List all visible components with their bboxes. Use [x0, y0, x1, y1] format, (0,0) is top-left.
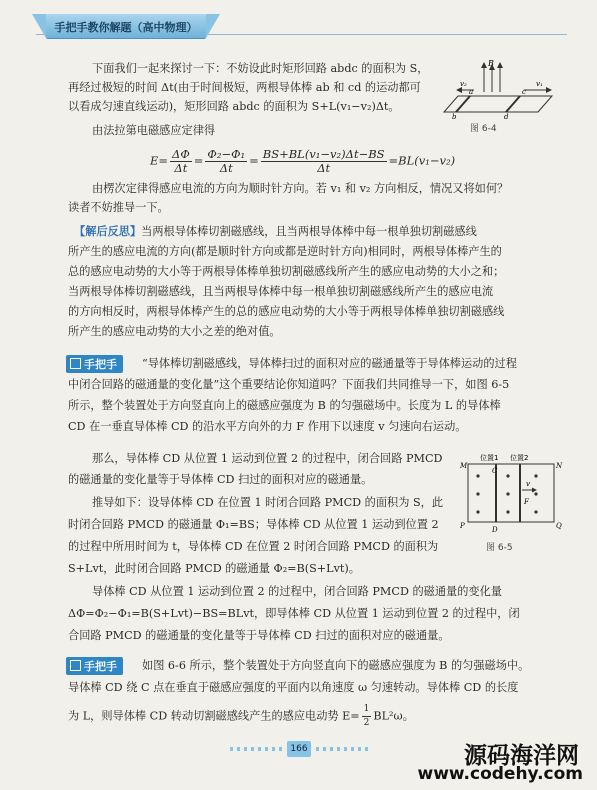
- reflection-line: 所产生的感应电动势的大小之差的绝对值。: [68, 325, 281, 338]
- body-line: ΔΦ=Φ₂−Φ₁=B(S+Lvt)−BS=BLvt，即导体棒 CD 从位置 1 运动到位置 2 的过程中，闭: [68, 607, 520, 620]
- half-fraction: [362, 703, 372, 730]
- fig64-label-v2: v₂: [460, 80, 467, 88]
- hand-line: [68, 703, 414, 730]
- emf-formula: BL²ω。: [373, 709, 414, 723]
- paragraph-line: 下面我们一起来探讨一下：不妨设此时矩形回路 abdc 的面积为 S，: [92, 62, 429, 75]
- paragraph-line: 再经过极短的时间 Δt(由于时间极短，两根导体棒 ab 和 cd 的运动都可: [68, 81, 421, 94]
- paragraph-line: 以看成匀速直线运动)，矩形回路 abdc 的面积为 S+L(v₁−v₂)Δt。: [68, 100, 400, 113]
- hand-line: 如图 6-6 所示，整个装置处于方向竖直向下的磁感应强度为 B 的匀强磁场中。: [142, 659, 530, 672]
- fig65-label-n: N: [556, 462, 563, 470]
- hand-icon: [70, 660, 81, 671]
- paragraph-line: 读者不妨推导一下。: [68, 201, 169, 214]
- figure-caption: 图 6-5: [486, 543, 513, 553]
- eq-fraction: [205, 148, 247, 175]
- eq-num: Φ₂−Φ₁: [207, 147, 246, 161]
- body-line: 导体棒 CD 从位置 1 运动到位置 2 的过程中，闭合回路 PMCD 的磁通量的变化量: [92, 585, 502, 598]
- body-line: 合回路 PMCD 的磁通量的变化量等于导体棒 CD 扫过的面积对应的磁通量。: [68, 629, 450, 642]
- fraction-den: 2: [363, 718, 370, 728]
- faraday-equation: E= $\frac{\Delta\Phi}{\Delta t}$ = $\frac{\text{Φ₂−Φ₁}}{\Delta t}$ = $\frac{\text{BS+BL(v₁−v₂)Δt−BS}}{\Delta t}$ =BL(v₁−v₂): [150, 147, 456, 175]
- eq-num: ΔΦ: [172, 147, 190, 161]
- paragraph-line: 由楞次定律得感应电流的方向为顺时针方向。若 v₁ 和 v₂ 方向相反，情况又将如何？: [92, 182, 509, 195]
- hand-tag: [66, 355, 123, 373]
- eq-den: Δt: [174, 161, 188, 175]
- fig64-label-b: B: [488, 59, 494, 68]
- reflection-line: 所产生的感应电流的方向(都是顺时针方向或都是逆时针方向)相同时，两根导体棒产生的: [68, 245, 502, 258]
- footer-dots-right: [316, 747, 368, 751]
- fraction-num: 1: [362, 703, 372, 717]
- reflection-text: 当两根导体棒切割磁感线，且当两根导体棒中每一根单独切割磁感线: [141, 225, 477, 238]
- body-line: 的过程中所用时间为 t，导体棒 CD 在位置 2 时闭合回路 PMCD 的面积为: [68, 540, 439, 553]
- reflection-line: 当两根导体棒切割磁感线，且当两根导体棒中每一根单独切割磁感线所产生的感应电流: [68, 285, 494, 298]
- page-number: 166: [287, 741, 311, 757]
- watermark-url: www.codehy.com: [417, 764, 583, 784]
- figure-6-4: [440, 56, 565, 120]
- reflection-line: 的方向相反时，两根导体棒产生的总的感应电动势的大小等于两根导体棒单独切割磁感线: [68, 305, 505, 318]
- figure-6-5: [456, 452, 566, 540]
- figure-caption: 图 6-4: [470, 124, 497, 134]
- body-line: S+Lvt，此时闭合回路 PMCD 的磁通量 Φ₂=B(S+Lvt)。: [68, 562, 360, 575]
- hand-line: “导体棒切割磁感线，导体棒扫过的面积对应的磁通量等于导体棒运动的过程: [142, 357, 517, 370]
- fig64-label-a: a: [469, 88, 474, 96]
- fig65-label-c: C: [492, 467, 498, 475]
- footer-dots-left: [230, 747, 282, 751]
- eq-rhs: =BL(v₁−v₂): [388, 153, 456, 168]
- reflection-line: [74, 223, 477, 240]
- body-line: 的磁通量的变化量等于导体棒 CD 扫过的面积对应的磁通量。: [68, 473, 373, 486]
- eq-fraction: [170, 148, 192, 175]
- fig65-label-v: v: [526, 480, 530, 488]
- fig65-label-d: D: [492, 526, 498, 534]
- hand-line: CD 在一垂直导体棒 CD 的沿水平方向外的力 F 作用下以速度 v 匀速向右运动。: [68, 420, 467, 433]
- hand-tag-label: 手把手: [84, 660, 117, 673]
- hand-line: 导体棒 CD 绕 C 点在垂直于磁感应强度的平面内以角速度 ω 匀速转动。导体棒 CD 的长度: [68, 681, 519, 694]
- eq-num: BS+BL(v₁−v₂)Δt−BS: [262, 147, 385, 161]
- fig64-label-c: c: [522, 88, 526, 96]
- reflection-line: 总的感应电动势的大小等于两根导体棒单独切割磁感线所产生的感应电动势的大小之和；: [68, 265, 505, 278]
- eq-den: Δt: [317, 161, 331, 175]
- hand-tag: [66, 657, 123, 675]
- hand-line: 中闭合回路的磁通量的变化量”这个重要结论你知道吗？下面我们共同推导一下，如图 6-5: [68, 378, 510, 391]
- paragraph-line: 由法拉第电磁感应定律得: [92, 124, 216, 137]
- fig65-position-1: 位置1: [480, 454, 499, 462]
- fig65-label-m: M: [460, 462, 468, 470]
- watermark-title: 源码海洋网: [464, 743, 579, 769]
- fig64-label-v1: v₁: [536, 80, 543, 88]
- header-tab: [46, 14, 206, 38]
- fig64-label-b2: b: [452, 113, 457, 120]
- eq-fraction: [261, 148, 387, 175]
- hand-line: 所示，整个装置处于方向竖直向上的磁感应强度为 B 的匀强磁场中。长度为 L 的导体棒: [68, 399, 501, 412]
- body-line: 那么，导体棒 CD 从位置 1 运动到位置 2 的过程中，闭合回路 PMCD: [92, 452, 443, 465]
- eq-lhs: E=: [150, 153, 169, 168]
- fig65-label-f: F: [524, 498, 529, 506]
- fig65-label-p: P: [460, 522, 465, 530]
- reflection-label: 【解后反思】: [74, 224, 142, 238]
- fig64-label-d: d: [504, 113, 509, 120]
- hand-icon: [70, 358, 81, 369]
- fig65-label-q: Q: [556, 522, 562, 530]
- eq-den: Δt: [219, 161, 233, 175]
- emf-text: 为 L，则导体棒 CD 转动切割磁感线产生的感应电动势 E=: [68, 709, 360, 723]
- header-title: 手把手教你解题（高中物理）: [54, 21, 198, 34]
- body-line: 时闭合回路 PMCD 的磁通量 Φ₁=BS；导体棒 CD 从位置 1 运动到位置 2: [68, 518, 439, 531]
- body-line: 推导如下：设导体棒 CD 在位置 1 时闭合回路 PMCD 的面积为 S，此: [92, 496, 444, 509]
- fig65-position-2: 位置2: [510, 454, 529, 462]
- hand-tag-label: 手把手: [84, 358, 117, 371]
